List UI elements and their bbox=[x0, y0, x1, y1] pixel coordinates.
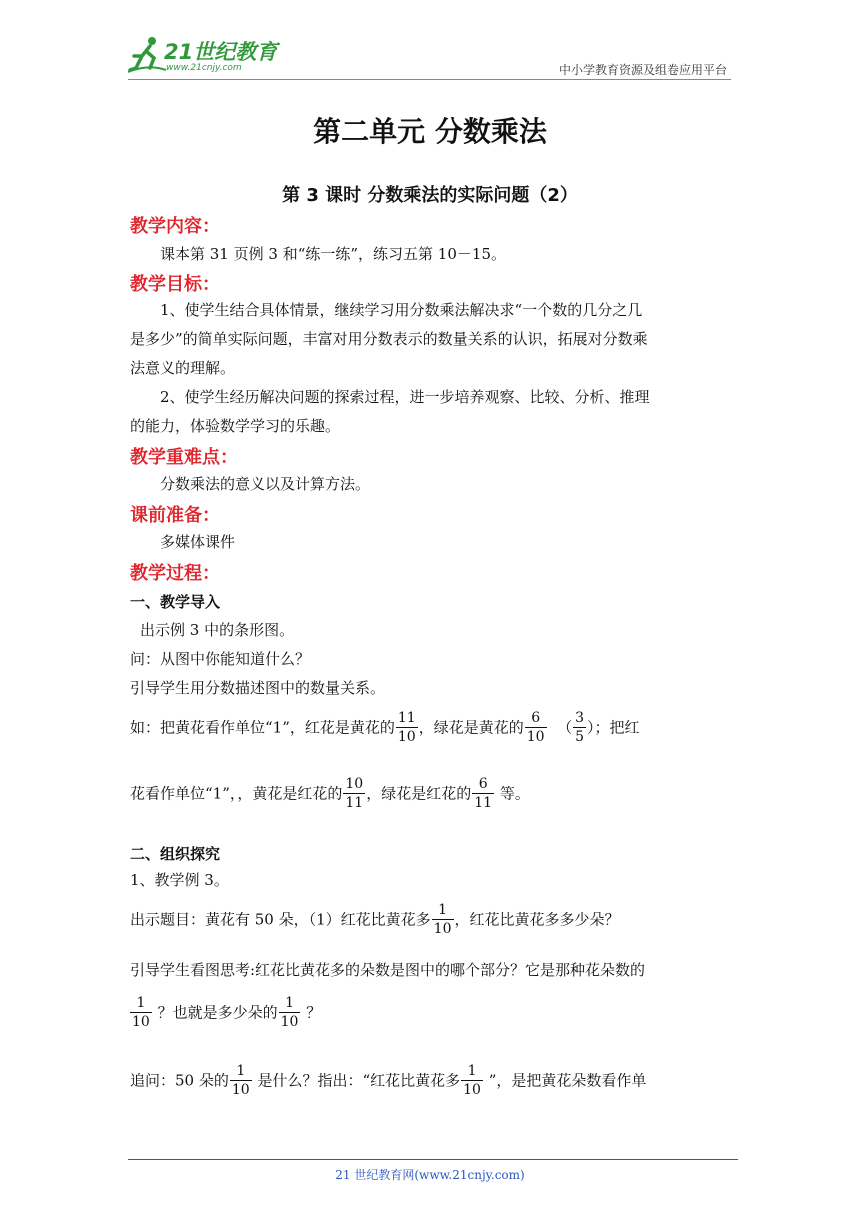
denominator: 11 bbox=[345, 795, 364, 811]
text-run: ，红花比黄花多多少朵？ bbox=[454, 910, 620, 929]
part1-heading: 一、教学导入 bbox=[130, 593, 221, 611]
footer-link[interactable]: 21 世纪教育网(www.21cnjy.com) bbox=[335, 1168, 525, 1182]
goal1-line3: 法意义的理解。 bbox=[130, 359, 236, 377]
page-title: 第二单元 分数乘法 bbox=[313, 115, 547, 148]
denominator: 10 bbox=[231, 1082, 250, 1098]
header-platform-text: 中小学教育资源及组卷应用平台 bbox=[558, 63, 727, 77]
denominator: 10 bbox=[433, 921, 452, 937]
part2-line2 bbox=[130, 902, 730, 939]
part1-line5 bbox=[130, 776, 730, 813]
text-run: ”，是把黄花朵数看作单 bbox=[488, 1071, 647, 1090]
text-run: 追问：50 朵的 bbox=[130, 1071, 229, 1090]
part2-line3: 引导学生看图思考:红花比黄花多的朵数是图中的哪个部分？它是那种花朵数的 bbox=[130, 961, 646, 979]
denominator: 10 bbox=[463, 1082, 481, 1098]
text-run: 如：把黄花看作单位“1”，红花是黄花的 bbox=[130, 718, 395, 737]
keypoints-text: 分数乘法的意义以及计算方法。 bbox=[160, 475, 371, 493]
numerator: 11 bbox=[397, 710, 416, 726]
numerator: 6 bbox=[472, 775, 494, 794]
denominator: 10 bbox=[397, 729, 416, 745]
text-run: ？也就是多少朵的 bbox=[157, 1003, 278, 1022]
denominator: 11 bbox=[474, 795, 493, 811]
section-heading-process: 教学过程： bbox=[130, 563, 220, 584]
numerator: 1 bbox=[279, 994, 301, 1013]
section-heading-keypoints: 教学重难点： bbox=[130, 447, 238, 468]
fraction bbox=[130, 994, 152, 1031]
part1-line1: 出示例 3 中的条形图。 bbox=[140, 621, 295, 639]
numerator: 6 bbox=[525, 709, 547, 728]
goal1-line1: 1、使学生结合具体情景，继续学习用分数乘法解决求“一个数的几分之几 bbox=[160, 301, 643, 319]
fraction bbox=[573, 709, 586, 746]
part1-line4 bbox=[130, 710, 730, 747]
text-run: 是什么？指出：“红花比黄花多 bbox=[257, 1071, 461, 1090]
section-heading-goals: 教学目标： bbox=[130, 274, 220, 295]
footer-divider bbox=[128, 1159, 738, 1160]
denominator: 10 bbox=[526, 729, 545, 745]
header-divider bbox=[128, 79, 731, 80]
section-heading-content: 教学内容： bbox=[130, 216, 220, 237]
numerator: 1 bbox=[461, 1062, 483, 1081]
part2-line4 bbox=[130, 995, 730, 1032]
text-run: ）；把红 bbox=[587, 718, 640, 737]
text-run: 出示题目：黄花有 50 朵，（1）红花比黄花多 bbox=[130, 910, 431, 929]
content-text: 课本第 31 页例 3 和“练一练”，练习五第 10－15。 bbox=[160, 245, 506, 263]
numerator: 3 bbox=[575, 710, 585, 726]
prep-text: 多媒体课件 bbox=[160, 533, 236, 551]
denominator: 10 bbox=[280, 1014, 299, 1030]
part2-line5 bbox=[130, 1063, 730, 1100]
text-run: ，绿花是黄花的 bbox=[418, 718, 524, 737]
logo-url: www.21cnjy.com bbox=[166, 63, 242, 73]
logo-text: 21世纪教育 bbox=[164, 40, 278, 64]
fraction bbox=[396, 709, 418, 746]
part1-line2: 问：从图中你能知道什么？ bbox=[130, 650, 311, 668]
fraction bbox=[525, 709, 547, 746]
text-run: 花看作单位“1”，，黄花是红花的 bbox=[130, 784, 343, 803]
lesson-subtitle: 第 3 课时 分数乘法的实际问题（2） bbox=[282, 185, 578, 206]
text-run: 等。 bbox=[499, 784, 530, 803]
fraction bbox=[461, 1062, 483, 1099]
fraction bbox=[472, 775, 494, 812]
numerator: 1 bbox=[432, 901, 454, 920]
fraction bbox=[230, 1062, 252, 1099]
section-heading-prep: 课前准备： bbox=[130, 505, 220, 526]
numerator: 1 bbox=[130, 994, 152, 1013]
denominator: 10 bbox=[132, 1014, 150, 1030]
page-header bbox=[0, 0, 860, 82]
denominator: 5 bbox=[575, 729, 585, 745]
logo bbox=[128, 34, 298, 78]
text-run: （ bbox=[557, 718, 573, 737]
part2-heading: 二、组织探究 bbox=[130, 845, 221, 863]
fraction bbox=[432, 901, 454, 938]
goal1-line2: 是多少”的简单实际问题，丰富对用分数表示的数量关系的认识，拓展对分数乘 bbox=[130, 330, 648, 348]
numerator: 10 bbox=[345, 776, 364, 792]
goal2-line2: 的能力，体验数学学习的乐趣。 bbox=[130, 417, 341, 435]
goal2-line1: 2、使学生经历解决问题的探索过程，进一步培养观察、比较、分析、推理 bbox=[160, 388, 650, 406]
fraction bbox=[279, 994, 301, 1031]
runner-logo-icon bbox=[128, 34, 168, 76]
numerator: 1 bbox=[230, 1062, 252, 1081]
text-run: ，绿花是红花的 bbox=[366, 784, 472, 803]
part1-line3: 引导学生用分数描述图中的数量关系。 bbox=[130, 679, 386, 697]
fraction bbox=[343, 775, 365, 812]
text-run: ？ bbox=[306, 1003, 322, 1022]
part2-line1: 1、教学例 3。 bbox=[130, 871, 229, 889]
